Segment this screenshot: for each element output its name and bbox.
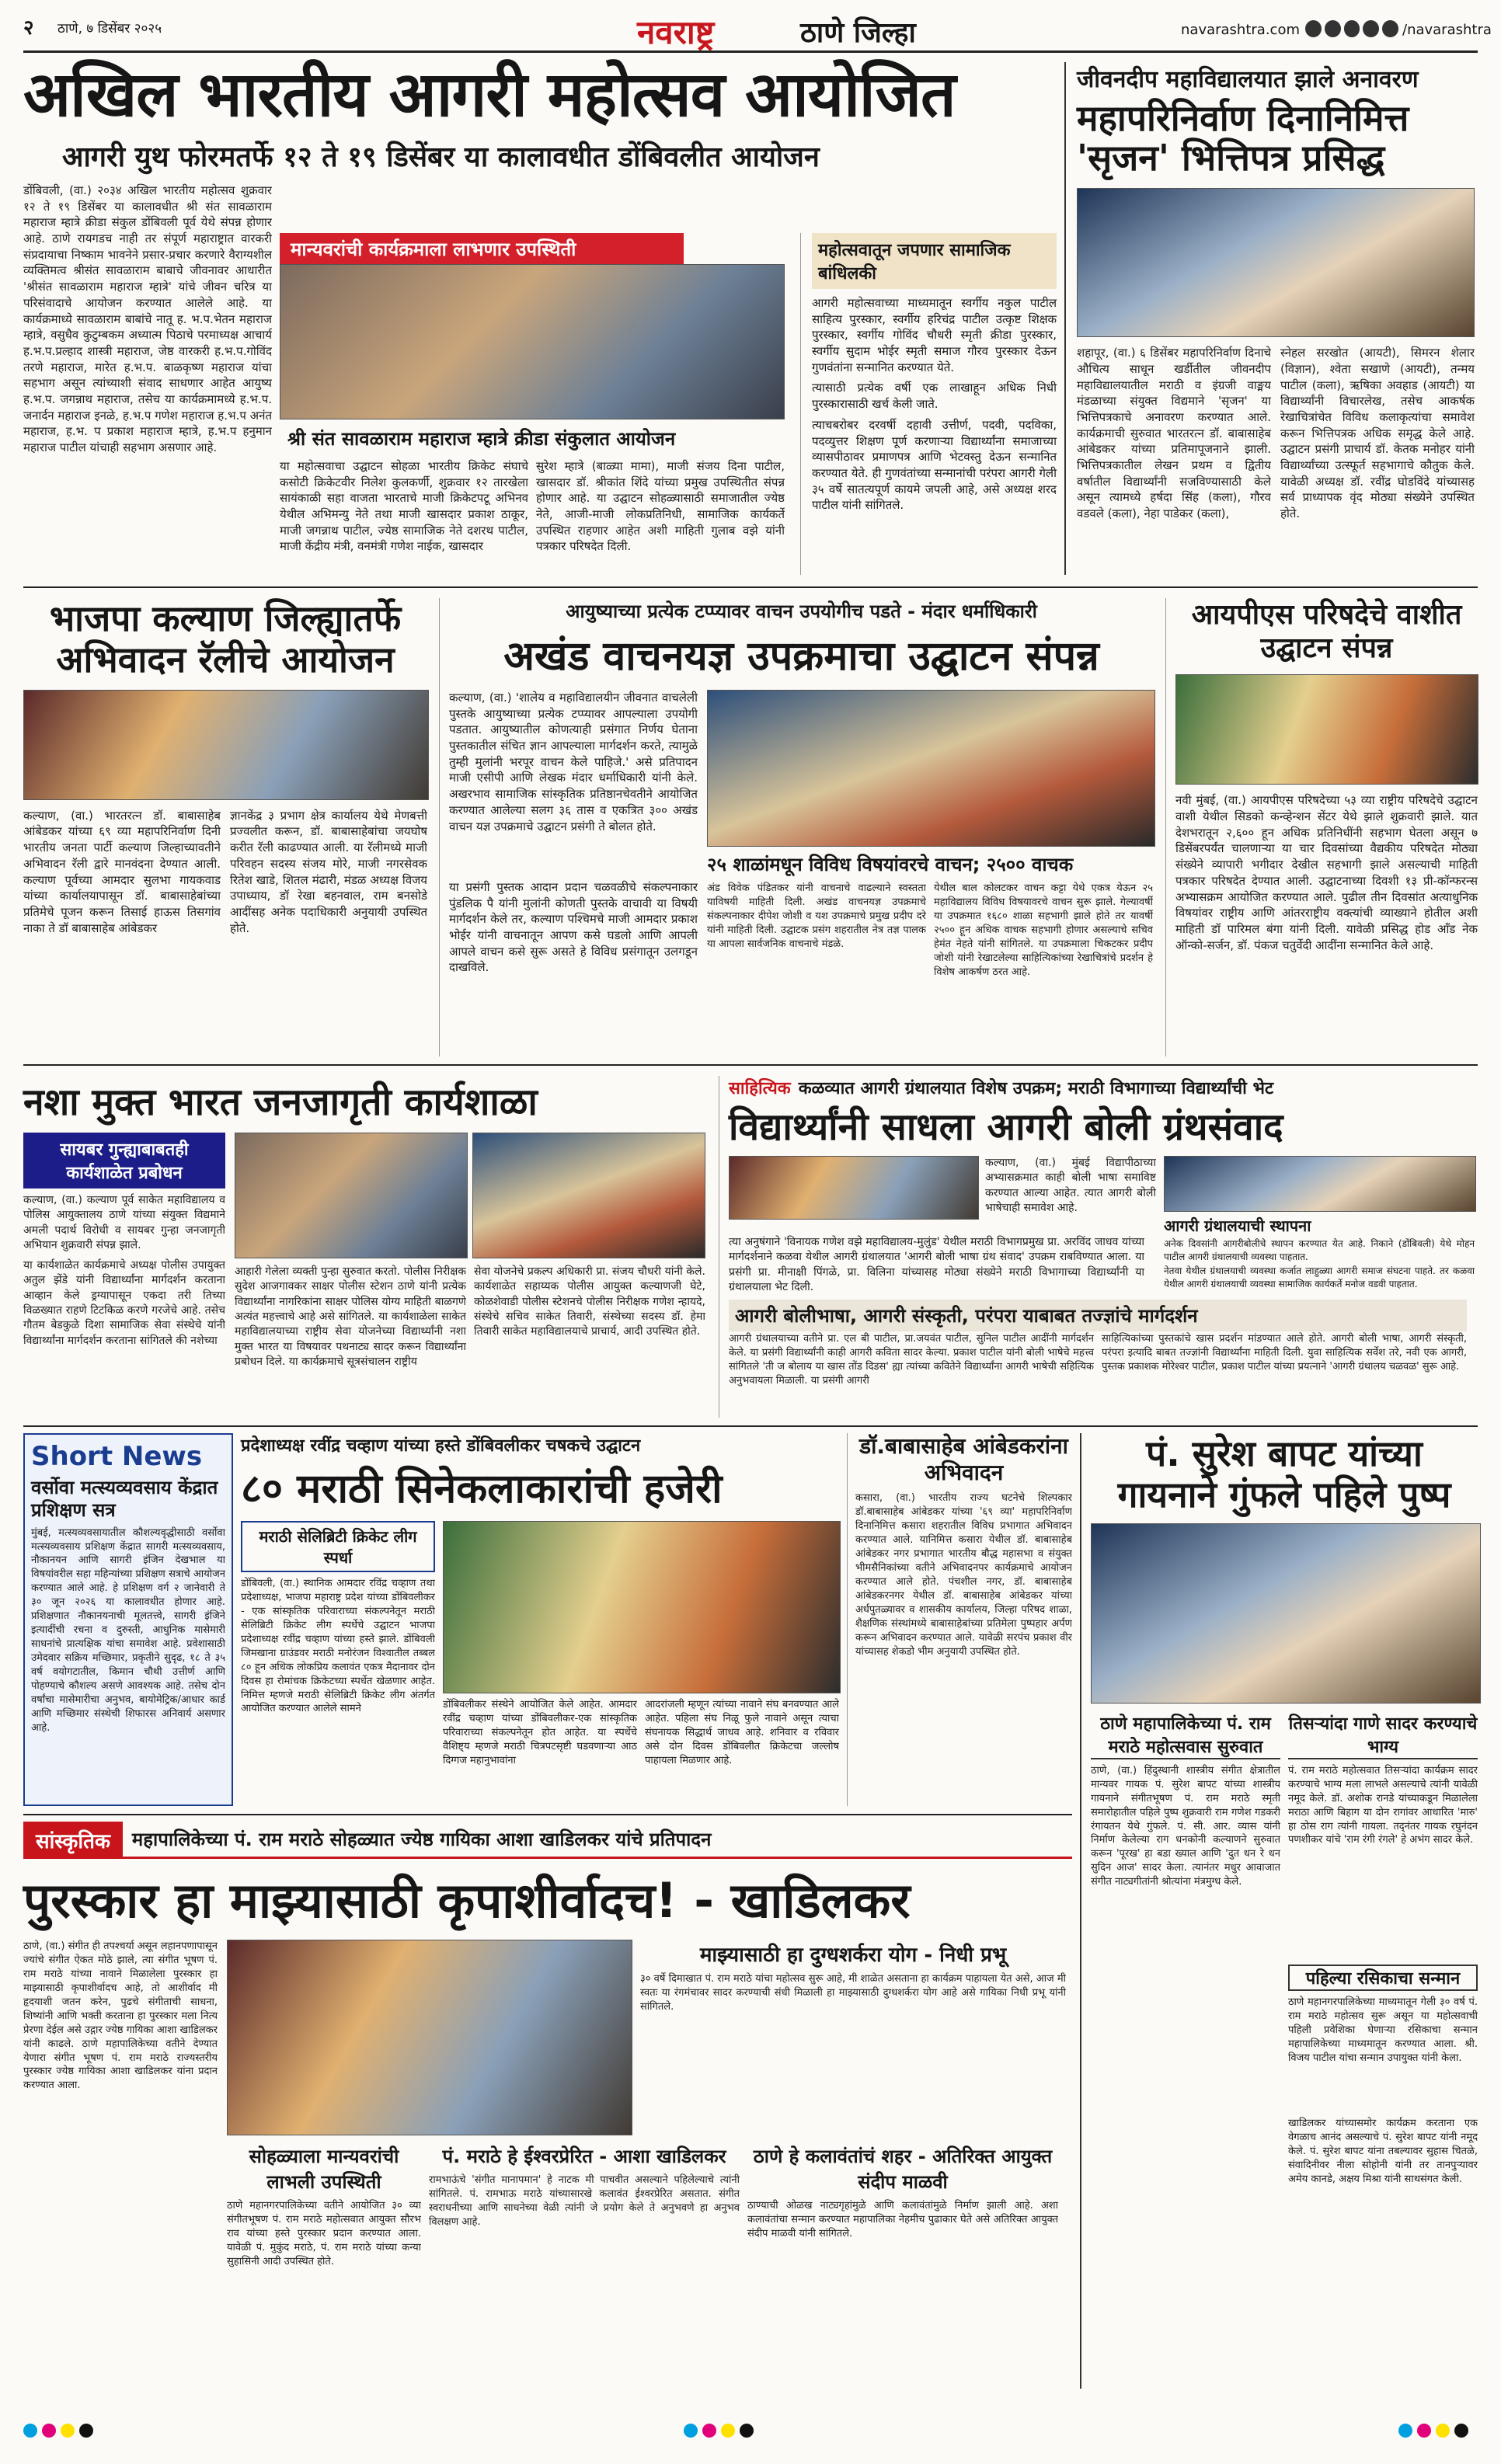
- nasha-body-3: आहारी गेलेला व्यक्ती पुन्हा सुरुवात करतो. पोलीस निरीक्षक सुदेश आजगावकर साक्षर पोलीस स्टेशन ठाणे यांनी प्रत्येक विद्यार्थ्यांना नागरिकांना साक्षर पोलिस योग्य माहिती बाळगणे अत्यंत महत्त्वाचे आहे असे सांगितले. या कार्यशाळेला साकेत महाविद्यालयाच्या राष्ट्रीय सेवा योजनेच्या विद्यार्थ्यांनी नशा मुक्त भारत या विषयावर पथनाट्य सादर करून विद्यार्थ्यांना प्रबोधन दिले. या कार्यक्रमाचे सूत्रसंचालन राष्ट्रीय: [235, 1265, 466, 1368]
- ips-body: नवी मुंबई, (वा.) आयपीएस परिषदेच्या ५३ व्या राष्ट्रीय परिषदेचे उद्घाटन वाशी येथील सिडको कन्व्हेन्शन सेंटर येथे झाले शुक्रवारी झाले. यात देशभरातून २,६०० हून अधिक प्रतिनिधींनी सहभाग घेतला असून ७ डिसेंबरपर्यंत चालणाऱ्या या चार दिवसांच्या वैद्यकीय परिषदेत मोठ्या संख्येने व्यापारी भगीदार देखील सहभागी झाले असल्याची माहिती पत्रकार परिषदेत देण्यात आली. उद्घाटनाच्या दिवशी १३ प्री-कॉन्फरन्स अभ्यासक्रम आयोजित करण्यात आले. पुढील तीन दिवसांत अत्याधुनिक विषयांवर राष्ट्रीय आणि आंतरराष्ट्रीय वक्त्यांची व्याख्याने होतील अशी माहिती डॉ पारिमल बंगा यांनी दिली. यावेळी प्रसिद्ध होड आँड नेक ऑन्को-सर्जन, डॉ. पंकज चतुर्वेदी आदींना सन्मानित केले आहे.: [1175, 793, 1478, 952]
- vachan-body-2: या प्रसंगी पुस्तक आदान प्रदान चळवळीचे संकल्पनाकार पुंडलिक पै यांनी मुलांनी कोणती पुस्तके वाचावी या विषयी मार्गदर्शन केले तर, कल्याण पश्चिमचे माजी आमदार प्रकाश भोईर यांनी वाचनातून आपण कसे घडलो आणि आपली आपले वाचन कसे सुरू असते हे विविध प्रसंगातून उलगडून दाखविले.: [449, 880, 698, 975]
- section-divider: [23, 1064, 1478, 1066]
- nasha-photo-2: [472, 1133, 705, 1258]
- nasha-headline: नशा मुक्त भारत जनजागृती कार्यशाळा: [23, 1081, 538, 1124]
- vachan-story: [439, 598, 1154, 1056]
- khadilkar-body-3: रामभाऊंचे 'संगीत मानापमान' हे नाटक मी पाचवीत असल्याने पहिलेल्याचे त्यांनी सांगितले. पं. रामभाऊ मराठे यांच्यासारखे कलावंत ईश्वरप्रेरित असतात. संगीत स्वराधनीच्या आणि साधनेच्या वेळी त्यांनी जे प्रयोग केले ते अनुभवणे हा अनुभव विलक्षण आहे.: [429, 2174, 740, 2228]
- sujan-story: [1064, 62, 1476, 575]
- cricket-body-1: डोंबिवली, (वा.) स्थानिक आमदार रविंद्र चव्हाण तथा प्रदेशाध्यक्ष, भाजपा महाराष्ट्र प्रदेश यांच्या डोंबिवलीकर - एक सांस्कृतिक परिवाराच्या संकल्पनेतून मराठी सेलिब्रिटी क्रिकेट लीग स्पर्धेचे उद्घाटन भाजपा प्रदेशाध्यक्ष रवींद्र चव्हाण यांच्या हस्ते झाले. डोंबिवली जिमखाना ग्राउंडवर मराठी मनोरंजन विश्वातील तब्बल ८० हून अधिक लोकप्रिय कलावंत एकत्र मैदानावर दोन दिवस हा रोमांचक क्रिकेटच्या स्पर्धेत खेळणार आहेत. निमित्त म्हणजे मराठी सेलिब्रिटी क्रिकेट लीग अंतर्गत आयोजित करण्यात आलेले सामने: [241, 1578, 435, 1715]
- agri-body-1: डोंबिवली, (वा.) २०३४ अखिल भारतीय महोत्सव शुक्रवार १२ ते १९ डिसेंबर या कालावधीत श्री संत सावळाराम महाराज म्हात्रे क्रीडा संकुल डोंबिवली पूर्व येथे संपन्न होणार आहे. ठाणे रायगडच नाही तर संपूर्ण महाराष्ट्रात वारकरी संप्रदायाचा निष्काम भावनेने प्रसार-प्रचार करणारे वैराग्यशील व्यक्तिमत्व श्रीसंत सावळाराम बाबाचे जीवनावर आधारीत 'श्रीसंत सावळाराम महाराज म्हात्रे' यांचे जीवन चरित्र या परिसंवादाचे आयोजन करण्यात आलेले आहे. या कार्यक्रमाध्ये सावळाराम बाबांचे नातू ह. भ.प.भेतन महाराज म्हात्रे, वसुधैव कुटुम्बकम अध्यात्म पिठाचे परमाध्यक्ष आचार्य ह.भ.प.प्रल्हाद शास्त्री महाराज, जेष्ठ वारकरी ह.भ.प.गोविंद तरणे महाराज, मारेत ह.भ.प. बाळकृष्ण महाराज यांचा सहभाग असून त्यांच्याशी संवाद साधणार आहेत आयुष्य ह.भ.प. जगन्नाथ महाराज, तसेच या कार्यक्रमामध्ये ह.भ.प. जनार्दन महाराज इनळे, ह.भ.प गणेश महाराज ह.भ.प अनंत महाराज, ह.भ. प प्रकाश महाराज म्हात्रे, ह.भ.प हनुमान महाराज पाटील यांचाही सहभाग असणार आहे.: [23, 183, 272, 454]
- bapat-body-3: ठाणे महानगरपालिकेच्या माध्यमातून गेली ३० वर्ष पं. राम मराठे महोत्सव सुरू असून या महोत्सवाची पहिली प्रवेशिका घेणाऱ्या रसिकाचा सन्मान महापालिकेच्या माध्यमातून करण्यात आला. श्री. विजय पाटील यांचा सन्मान उपायुक्त यांनी केला.: [1288, 1996, 1478, 2064]
- khadilkar-sub-3: ठाणे हे कलावंतांचं शहर - अतिरिक्त आयुक्त संदीप माळवी: [753, 2146, 1053, 2193]
- cricket-photo: [443, 1521, 841, 1693]
- agri-boli-guide-heading: आगरी बोलीभाषा, आगरी संस्कृती, परंपरा याबाबत तज्ज्ञांचे मार्गदर्शन: [729, 1300, 1467, 1331]
- agri-subhead: आगरी युथ फोरमतर्फे १२ ते १९ डिसेंबर या कालावधीत डोंबिवलीत आयोजन: [62, 141, 820, 173]
- bapat-body-1: ठाणे, (वा.) हिंदुस्थानी शास्त्रीय संगीत क्षेत्रातील मान्यवर गायक पं. सुरेश बापट यांच्या शास्त्रीय गायनाने संगीतभूषण पं. राम मराठे स्मृती समारोहातील पहिले पुष्प शुक्रवारी राम गणेश गडकरी रंगायतन येथे गुंफले. पं. सी. आर. व्यास यांनी निर्माण केलेल्या राग धनकोनी कल्याणने सुरुवात करून 'पूरख' हा बडा ख्याल आणि 'दुत धन रे धन सुदिन आज' सादर केला. त्यानंतर मधुर आवाजात संगीत नाट्यगीतांनी श्रोत्यांना मंत्रमुग्ध केले.: [1091, 1764, 1280, 1888]
- sujan-headline: महापरिनिर्वाण दिनानिमित्त 'सृजन' भित्तिपत्र प्रसिद्ध: [1077, 97, 1409, 179]
- bjp-body-1: कल्याण, (वा.) भारतरत्न डॉ. बाबासाहेब आंबेडकर यांच्या ६९ व्या महापरिनिर्वाण दिनी भारतीय जनता पार्टी कल्याण जिल्हाच्यावतीने अभिवादन रॅली द्वारे मानवंदना देण्यात आली. कल्याण पूर्वच्या आमदार सुलभा गायकवाड यांच्या कार्यालयापासून डॉ. बाबासाहेबांच्या प्रतिमेचे पूजन करून तिसाई हाऊस तिसगांव नाका ते डॉ बाबासाहेब आंबेडकर: [23, 808, 221, 935]
- section-divider: [23, 1425, 1478, 1427]
- facebook-icon[interactable]: [1305, 20, 1322, 37]
- bjp-photo: [23, 690, 429, 800]
- short-news-headline: वर्सोवा मत्स्यव्यवसाय केंद्रात प्रशिक्षण सत्र: [31, 1477, 218, 1521]
- section-divider: [23, 586, 1478, 588]
- nasha-body-1: कल्याण, (वा.) कल्याण पूर्व साकेत महाविद्यालय व पोलिस आयुक्तालय ठाणे यांच्या संयुक्त विद्यमाने अमली पदार्थ विरोधी व सायबर गुन्हा जनजागृती अभियान शुक्रवारी संपन्न झाले.: [23, 1194, 225, 1251]
- nasha-story: [23, 1076, 707, 1418]
- agri-boli-body-2: त्या अनुषंगाने 'विनायक गणेश वझे महाविद्यालय-मुलुंड' येथील मराठी विभागप्रमुख प्रा. अरविंद जाधव यांच्या मार्गदर्शनाने कळवा येथील आगरी ग्रंथालयात 'आगरी बोली भाषा ग्रंथ संवाद' उपक्रम राबविण्यात आला. या प्रसंगी प्रा. मीनाक्षी पिंगळे, प्रा. विलिना यांच्यासह मोठ्या संख्येने मराठी विभागाच्या विद्यार्थ्यांनी या ग्रंथालयाला भेट दिली.: [729, 1236, 1144, 1293]
- page-date: ठाणे, ७ डिसेंबर २०२५: [57, 21, 162, 37]
- agri-boli-body-3: आगरी ग्रंथालयाच्या वतीने प्रा. एल बी पाटील, प्रा.जयवंत पाटील, सुनिल पाटील आदींनी मार्गदर्शन केले. या प्रसंगी विद्यार्थ्यांनी काही आगरी कविता सादर केल्या. प्रकाश पाटील यांनी बोली भाषेचे महत्त्व सांगितले 'ती ज बोलाय या खास तोंड दिडस' ह्या त्यांच्या कवितेने विद्यार्थ्यांना आगरी भाषेची सहित्यिक अनुभवायला मिळाली. या प्रसंगी आगरी: [729, 1333, 1094, 1387]
- section-label-sanskrutik: सांस्कृतिक: [23, 1822, 123, 1859]
- agri-boli-story: [719, 1076, 1478, 1418]
- cricket-story: [241, 1433, 839, 1806]
- bapat-body-2: पं. राम मराठे महोत्सवात तिसऱ्यांदा कार्यक्रम सादर करण्याचे भाग्य मला लाभले असल्याचे त्यांनी यावेळी नमूद केले. डॉ. अशोक रानडे यांच्याकडून मिळालेला मराठा आणि बिहाग या दोन रागांवर आधारित 'मारु' हा ठोस राग त्यांनी गायला. तद्नंतर गायक रघुनंदन पणशीकर यांचे 'राम रंगी रंगले' हे अभंग सादर केले.: [1288, 1764, 1478, 1846]
- cricket-box-label: मराठी सेलिब्रिटी क्रिकेट लीग स्पर्धा: [241, 1521, 435, 1572]
- linkedin-icon[interactable]: [1382, 20, 1398, 37]
- ips-photo: [1175, 674, 1478, 785]
- page-number: २: [23, 16, 34, 40]
- khadilkar-kicker: महापालिकेच्या पं. राम मराठे सोहळ्यात ज्येष्ठ गायिका आशा खाडिलकर यांचे प्रतिपादन: [123, 1822, 1072, 1859]
- x-icon[interactable]: [1344, 20, 1360, 37]
- edition-name: ठाणे जिल्हा: [800, 17, 916, 49]
- site-link[interactable]: navarashtra.com: [1181, 22, 1300, 38]
- bapat-story: [1080, 1433, 1478, 2389]
- short-news-logo: Short News: [31, 1441, 203, 1472]
- agri-body-3: सुरेश म्हात्रे (बाळ्या मामा), माजी संजय दिना पाटील, खासदार डॉ. श्रीकांत शिंदे यांच्या प्रमुख उपस्थितीत संपन्न होणार आहे. या उद्घाटन सोहळ्यासाठी समाजातील ज्येष्ठ नेते, आजी-माजी लोकप्रतिनिधी, सामाजिक कार्यकर्ते उपस्थित राहणार आहेत अशी माहिती गुलाब वझे यांनी पत्रकार परिषदेत दिली.: [536, 459, 785, 554]
- vachan-kicker: आयुष्याच्या प्रत्येक टप्प्यावर वाचन उपयोगीच पडते - मंदार धर्माधिकारी: [566, 600, 1037, 622]
- khadilkar-story: [23, 1822, 1072, 2389]
- cricket-kicker: प्रदेशाध्यक्ष रवींद्र चव्हाण यांच्या हस्ते डोंबिवलीकर चषकचे उद्घाटन: [241, 1436, 641, 1456]
- bjp-story: [23, 598, 427, 1056]
- bapat-photo: [1091, 1523, 1481, 1704]
- bapat-sub-1: ठाणे महापालिकेच्या पं. राम मराठे महोत्सवास सुरुवात: [1091, 1711, 1280, 1759]
- ambedkar-headline: डॉ.बाबासाहेब आंबेडकरांना अभिवादन: [859, 1433, 1068, 1485]
- agri-sidebar-heading: महोत्सवातून जपणार सामाजिक बांधिलकी: [812, 233, 1057, 289]
- short-news-box: [23, 1433, 233, 1806]
- agri-boli-body-1: कल्याण, (वा.) मुंबई विद्यापीठाच्या अभ्यासक्रमात काही बोली भाषा समाविष्ट करण्यात आल्या आहेत. त्यात आगरी बोली भाषेचाही समावेश आहे.: [985, 1157, 1156, 1214]
- vachan-headline: अखंड वाचनयज्ञ उपक्रमाचा उद्घाटन संपन्न: [503, 633, 1099, 680]
- khadilkar-body-1: ठाणे, (वा.) संगीत ही तपश्चर्या असून लहानपणापासून ज्यांचे संगीत ऐकत मोठे झाले, त्या संगीत भूषण पं. राम मराठे यांच्या नावाने मिळालेला पुरस्कार हा माझ्यासाठी कृपाशीर्वादच आहे, तो आशीर्वाद मी हृदयाशी जतन करेन, पुढचे संगीताची साधना, शिष्यांनी आणि भक्ती करताना हा पुरस्कार मला नित्य प्रेरणा देईल असे उद्गार ज्येष्ठ गायिका आशा खाडिलकर यांनी काढले. ठाणे महापालिकेच्या वतीने देण्यात येणारा संगीत भूषण पं. राम मराठे राज्यस्तरीय पुरस्कार ज्येष्ठ गायिका आशा खाडिलकर यांना प्रदान करण्यात आला.: [23, 1940, 218, 2092]
- agri-body-2: या महोत्सवाचा उद्घाटन सोहळा भारतीय क्रिकेट संघाचे कसोटी क्रिकेटवीर निलेश कुलकर्णी, शुक्रवार १२ तारखेला सायंकाळी सहा वाजता भारताचे माजी क्रिकेटपटू अभिनव येथील अभिमन्यु नेते तथा माजी खासदार प्रकाश ठाकूर, माजी जगन्नाथ पाटील, ज्येष्ठ सामाजिक नेते दशरथ पाटील, माजी केंद्रीय मंत्री, वनमंत्री गणेश नाईक, खासदार: [280, 459, 528, 554]
- bjp-body-2: ज्ञानकेंद्र ३ प्रभाग क्षेत्र कार्यालय येथे मेणबत्ती प्रज्वलीत करून, डॉ. बाबासाहेबांचा जयघोष करीत रॅली काढण्यात आली. या रॅलीमध्ये माजी परिवहन सदस्य संजय मोरे, माजी नगरसेवक रितेश खाडे, शितल मंढारी, मंडळ अध्यक्ष विजय उपाध्याय, डॉ रेखा बहनवाल, राम बनसोडे आदींसह अनेक पदाधिकारी अनुयायी उपस्थित होते.: [230, 808, 427, 935]
- agri-boli-body-4: साहित्यिकांच्या पुस्तकांचे खास प्रदर्शन मांडण्यात आले होते. आगरी बोली भाषा, आगरी संस्कृती, परंपरा इत्यादि बाबत तज्ज्ञांनी विद्यार्थ्यांना माहिती दिली. युवा साहित्यिक सर्वेश तरे, नवी एक आगरी, पुस्तक प्रकाशक मोरेश्वर पाटील, प्रकाश पाटील यांच्या प्रयत्नाने 'आगरी ग्रंथालय चळवळ' सुरू आहे.: [1102, 1333, 1467, 1373]
- khadilkar-body-4: ३० वर्षे दिमाखात पं. राम मराठे यांचा महोत्सव सुरू आहे, मी शाळेत असताना हा कार्यक्रम पाहायला येत असे, आज मी स्वतः या रंगमंचावर सादर करण्याची संधी मिळाली हा माझ्यासाठी दुग्धशर्करा योग आहे असे गायिका निधी प्रभू यांनी सांगितले.: [640, 1973, 1066, 2013]
- registration-marks-left: [23, 2424, 93, 2438]
- khadilkar-photo-caption: सोहळ्याला मान्यवरांची लाभली उपस्थिती: [249, 2146, 399, 2193]
- agri-event-photo: [280, 264, 785, 419]
- agri-boli-side-heading: आगरी ग्रंथालयाची स्थापना: [1164, 1216, 1311, 1235]
- agri-sidebar: [800, 233, 1057, 575]
- bapat-headline: पं. सुरेश बापट यांच्या गायनाने गुंफले पहिले पुष्प: [1117, 1432, 1451, 1516]
- section-divider: [23, 1814, 1072, 1815]
- ambedkar-body: कसारा, (वा.) भारतीय राज्य घटनेचे शिल्पकार डॉ.बाबासाहेब आंबेडकर यांच्या '६९ व्या' महापरिनिर्वाण दिनानिमित्त कसारा शहरातील विविध प्रभागात अभिवादन करण्यात आले. यानिमित्त कसारा येथील डॉ. बाबासाहेब आंबेडकर नगर प्रभागात भारतीय बौद्ध महासभा व संयुक्त भीमसैनिकांच्या वतीने अभिवादनपर कार्यक्रमाचे आयोजन करण्यात आले होते. पंचशील नगर, डॉ. बाबासाहेब आंबेडकरनगर येथील डॉ. बाबासाहेब आंबेडकर यांच्या अर्धपुतळ्यावर व शासकीय कार्यालय, जिल्हा परिषद शाळा, शैक्षणिक संस्थांमध्ये बाबासाहेबांच्या प्रतिमेला पुष्पहार अर्पण करून अभिवादन करण्यात आले. यावेळी सरपंच प्रकाश वीर यांच्यासह शेकडो भीम अनुयायी उपस्थित होते.: [855, 1492, 1072, 1658]
- instagram-icon[interactable]: [1325, 20, 1341, 37]
- khadilkar-sub-1: पं. मराठे हे ईश्वरप्रेरित - आशा खाडिलकर: [442, 2146, 726, 2167]
- cricket-headline: ८० मराठी सिनेकलाकारांची हजेरी: [241, 1466, 723, 1512]
- bapat-body-4: खाडिलकर यांच्यासमोर कार्यक्रम करताना एक वेगळाच आनंद असल्याचे पं. सुरेश बापट यांनी नमूद केले. पं. सुरेश बापट यांना तबल्यावर सुहास चितळे, संवादिनीवर नीला सोहोनी यांनी तर तानपुऱ्यावर अमेय कानडे, अक्षय मिश्रा यांनी साथसंगत केली.: [1288, 2117, 1478, 2185]
- sujan-body-2: स्नेहल सरखोत (आयटी), सिमरन शेलार (विज्ञान), श्वेता सखाणे (आयटी), तन्मय पाटील (कला), ऋषिका अवहाड (आयटी) या विद्यार्थ्यांनी विचारलेख, तसेच आकर्षक रेखाचित्रांचेत विविध कलाकृत्यांचा समावेश करून भित्तिपत्रक अधिक समृद्ध केले आहे. उद्घाटन प्रसंगी प्राचार्य डॉ. केतक मनोहर यांनी विद्यार्थ्यांच्या उत्स्फूर्त सहभागाचे कौतुक केले. यावेळी अध्यक्ष डॉ. रवींद्र घोडविंदे यांच्यासह सर्व प्राध्यापक वृंद मोठ्या संख्येने उपस्थित होते.: [1280, 346, 1475, 521]
- sujan-kicker: जीवनदीप महाविद्यालयात झाले अनावरण: [1077, 66, 1419, 93]
- social-icons: [1305, 17, 1398, 40]
- agri-boli-photo-large: [1164, 1156, 1476, 1212]
- nasha-body-4: सेवा योजनेचे प्रकल्प अधिकारी प्रा. संजय चौधरी यांनी केले. कार्यशाळेत सहाय्यक पोलीस आयुक्त कल्याणजी घेटे, कोळशेवाडी पोलीस स्टेशनचे पोलीस निरीक्षक गणेश न्हायदे, संस्थेचे सचिव साकेत तिवारी, संस्थेच्या सदस्य डॉ. हेमा तिवारी साकेत महाविद्यालयाचे प्राचार्य, आदी उपस्थित होते.: [474, 1265, 705, 1338]
- youtube-icon[interactable]: [1363, 20, 1379, 37]
- bapat-sub-3: पहिल्या रसिकाचा सन्मान: [1288, 1965, 1478, 1991]
- vachan-caption: २५ शाळांमधून विविध विषयांवरचे वाचन; २५०० वाचक: [707, 854, 1074, 875]
- agri-boli-headline: विद्यार्थ्यांनी साधला आगरी बोली ग्रंथसंवाद: [729, 1105, 1283, 1149]
- registration-marks-right: [1398, 2424, 1468, 2438]
- vachan-photo: [707, 690, 1155, 847]
- bjp-headline: भाजपा कल्याण जिल्ह्यातर्फे अभिवादन रॅलीचे आयोजन: [49, 597, 402, 680]
- khadilkar-body-5: ठाण्याची ओळख नाट्यगृहांमुळे आणि कलावंतांमुळे निर्माण झाली आहे. अशा कलावंतांचा सन्मान करण्यात महापालिका नेहमीच पुढाकार घेते असे अतिरिक्त आयुक्त संदीप माळवी यांनी सांगितले.: [747, 2200, 1058, 2240]
- nasha-photo-1: [235, 1133, 468, 1258]
- vachan-body-4: येथील बाल कोलटकर वाचन कट्टा येथे एकत्र येऊन २५ महाविद्यालय विविध विषयावरचे वाचन सुरू झाले. गेल्यावर्षी या उपक्रमात १६८० शाळा सहभागी झाले होते तर यावर्षी २५०० हून अधिक वाचक सहभागी होणार असल्याचे सचिव हेमंत नेहते यांनी सांगितले. या उपक्रमाला चिकटकर प्रदीप जोशी यांनी रेखाटलेल्या साहित्यिकांच्या रेखाचित्रांचे प्रदर्शन हे विशेष आकर्षण ठरत आहे.: [934, 882, 1153, 978]
- bapat-sub-2: तिसऱ्यांदा गाणे सादर करण्याचे भाग्य: [1288, 1711, 1478, 1759]
- agri-boli-kicker: कळव्यात आगरी ग्रंथालयात विशेष उपक्रम; मराठी विभागाच्या विद्यार्थ्यांची भेट: [798, 1079, 1274, 1098]
- agri-boli-photo-small: [729, 1156, 979, 1220]
- agri-sidebar-bullet: त्यासाठी प्रत्येक वर्षी एक लाखाहून अधिक निधी पुरस्कारासाठी खर्च केली जाते.: [812, 381, 1057, 412]
- sujan-body-1: शहापूर, (वा.) ६ डिसेंबर महापरिनिर्वाण दिनाचे औचित्य साधून खर्डीतील जीवनदीप महाविद्यालयातील मराठी व इंग्रजी वाङ्मय मंडळाच्या संयुक्त विद्यमाने 'सृजन' या भित्तिपत्रकाचे अनावरण करण्यात आले. कार्यक्रमाची सुरुवात भारतरत्न डॉ. बाबासाहेब आंबेडकर यांच्या प्रतिमापूजनाने झाली. भित्तिपत्रकातील लेखन प्रथम व द्वितीय वर्षातील विद्यार्थ्यांनी सजविण्यासाठी केले असून त्यामध्ये हर्षदा सिंह (कला), गौरव वडवले (कला), नेहा पाडेकर (कला),: [1077, 346, 1271, 521]
- nasha-box-label: सायबर गुन्ह्याबाबतही कार्यशाळेत प्रबोधन: [23, 1133, 225, 1188]
- social-handle: /navarashtra: [1402, 22, 1492, 38]
- masthead-logo[interactable]: नवराष्ट्र: [637, 13, 715, 51]
- agri-headline: अखिल भारतीय आगरी महोत्सव आयोजित: [23, 58, 956, 131]
- nasha-body-2: या कार्यशाळेत कार्यक्रमाचे अध्यक्ष पोलीस उपायुक्त अतुल झेंडे यांनी विद्यार्थ्यांना मार्गदर्शन करताना आव्हान केले ड्रग्यापासून एकदा तरी तिच्या विळख्यात राहणे टिटकिळ करणे गरजेचे आहे. तसेच गौतम बेडकुळे दिशा सामाजिक सेवा संस्थेचे यांनी विद्यार्थ्यांना मार्गदर्शन करताना सांगितले की नशेच्या: [23, 1259, 225, 1347]
- registration-marks-center: [684, 2424, 754, 2438]
- cricket-body-2: डोंबिवलीकर संस्थेने आयोजित केले आहेत. आमदार रवींद्र चव्हाण यांच्या डोंबिवलीकर-एक सांस्कृतिक परिवाराच्या संकल्पनेतून होत आहेत. या स्पर्धेचे वैशिष्ट्य म्हणजे मराठी चित्रपटसृष्टी घडवणाऱ्या आठ दिग्गज महानुभावांना: [443, 1699, 637, 1766]
- agri-sidebar-bullet: त्याचबरोबर दरवर्षी दहावी उत्तीर्ण, पदवी, पदविका, पदव्युत्तर शिक्षण पूर्ण करणाऱ्या विद्यार्थ्यांना समाजाच्या व्यासपीठावर प्रमाणपत्र आणि भेटवस्तु देऊन सन्मानित करण्यात येते. ही गुणवंतांच्या सन्मानांची परंपरा आगरी गेली ३५ वर्षे सातत्यपूर्ण कायमे जपली आहे, असे अध्यक्ष शरद पाटील यांनी सांगितले.: [812, 417, 1057, 513]
- cricket-body-3: आदरांजली म्हणून त्यांच्या नावाने संघ बनवण्यात आले आहेत. पहिला संघ निळू फुले नावाने असून त्याचा संघनायक सिद्धार्थ जाधव आहे. शनिवार व रविवार असे दोन दिवस डोंबिवलीत क्रिकेटचा जल्लोष पाहायला मिळणार आहे.: [645, 1699, 839, 1766]
- agri-boli-side-bullet: नेतवा येथील ग्रंथालयाची व्यवस्था कर्जात लाहुळ्या आगरी समाज संघटना पाहते. तर कळवा येथील आगरी ग्रंथालयाची व्यवस्था सामाजिक कार्यकर्ते मनोज वडवी पाहतात.: [1164, 1265, 1475, 1289]
- agri-photo-label: मान्यवरांची कार्यक्रमाला लाभणार उपस्थिती: [280, 233, 684, 265]
- ips-story: [1165, 598, 1478, 1056]
- khadilkar-sub-2: माझ्यासाठी हा दुग्धशर्करा योग - निधी प्रभू: [699, 1944, 1007, 1967]
- sujan-photo: [1077, 188, 1475, 337]
- khadilkar-photo: [227, 1940, 632, 2135]
- agri-boli-side-bullet: अनेक दिवसांनी आगरीबोलीचे स्थापन करण्यात येत आहे. निकाने (डोंबिवली) येथे मोहन पाटील आगरी ग्रंथालयाची व्यवस्था पाहतात.: [1164, 1238, 1475, 1262]
- ambedkar-story: [847, 1433, 1072, 1806]
- agri-caption: श्री संत सावळाराम महाराज म्हात्रे क्रीडा संकुलात आयोजन: [287, 428, 676, 450]
- khadilkar-body-2: ठाणे महानगरपालिकेच्या वतीने आयोजित ३० व्या संगीतभूषण पं. राम मराठे महोत्सवात आयुक्त सौरभ राव यांच्या हस्ते पुरस्कार प्रदान करण्यात आला. यावेळी पं. मुकुंद मराठे, पं. राम मराठे यांच्या कन्या सुहासिनी आदी उपस्थित होते.: [227, 2200, 421, 2267]
- section-label-sahityik: साहित्यिक: [729, 1079, 791, 1098]
- page-header: [23, 8, 1492, 53]
- khadilkar-headline: पुरस्कार हा माझ्यासाठी कृपाशीर्वादच! - खाडिलकर: [23, 1872, 911, 1929]
- ips-headline: आयपीएस परिषदेचे वाशीत उद्घाटन संपन्न: [1191, 599, 1462, 665]
- vachan-body-1: कल्याण, (वा.) 'शालेय व महाविद्यालयीन जीवनात वाचलेली पुस्तके आयुष्याच्या प्रत्येक टप्प्यावर आपल्याला उपयोगी पडतात. आयुष्यातील कोणत्याही प्रसंगात निर्णय घेताना पुस्तकातील संचित ज्ञान आपल्याला मार्गदर्शन करते, त्यामुळे तुम्ही मुलांनी भरपूर वाचन केले पाहिजे.' असे प्रतिपादन माजी एसीपी आणि लेखक मंदार धर्माधिकारी यांनी केले. अखरभाव सामाजिक सांस्कृतिक प्रतिष्ठानचेवतीने आयोजित करण्यात आलेल्या सलग ३६ तास व एकत्रित ३०० अखंड वाचन यज्ञ उपक्रमाचे उद्घाटन प्रसंगी ते बोलत होते.: [449, 691, 698, 834]
- short-news-body: मुंबई, मत्स्यव्यवसायातील कौशल्यवृद्धीसाठी वर्सोवा मत्स्यव्यवसाय प्रशिक्षण केंद्रात सागरी मत्स्यव्यवसाय, नौकानयन आणि सागरी इंजिन देखभाल या विषयांवरील सहा महिन्यांच्या प्रशिक्षण सत्राचे आयोजन करण्यात आले आहे. हे प्रशिक्षण वर्ग २ जानेवारी ते ३० जून २०२६ या कालावधीत होणार आहे. प्रशिक्षणात नौकानयनाची मूलतत्त्वे, सागरी इंजिने इत्यादींची रचना व दुरुस्ती, आधुनिक मासेमारी साधनांचे प्रात्यक्षिक यांचा समावेश आहे. प्रवेशासाठी उमेदवार सक्रिय मच्छिमार, प्रकृतीने सुदृढ, १८ ते ३५ वर्ष वयोगटातील, किमान चौथी उत्तीर्ण आणि पोहण्याचे कौशल्य असणे आवश्यक आहे. तसेच दोन वर्षांचा मासेमारीचा अनुभव, बायोमेट्रिक/आधार कार्ड आणि मच्छिमार संस्थेची शिफारस अनिवार्य असणार आहे.: [31, 1526, 225, 1734]
- agri-sidebar-bullet: आगरी महोत्सवाच्या माध्यमातून स्वर्गीय नकुल पाटील साहित्य पुरस्कार, स्वर्गीय हरिचंद्र पाटील उत्कृष्ट शिक्षक पुरस्कार, स्वर्गीय गोविंद चौधरी स्मृती क्रीडा पुरस्कार, स्वर्गीय सुदाम भोईर स्मृती समाज गौरव पुरस्कार देऊन गुणवंतांना सन्मानित करण्यात येते.: [812, 296, 1057, 374]
- vachan-body-3: अंड विवेक पंडितकर यांनी वाचनाचे वाढल्याने स्वस्तता याविषयी माहिती दिली. अखंड वाचनयज्ञ उपक्रमाचे संकल्पनाकार दीपेश जोशी व यश उपक्रमाचे प्रमुख प्रदीप दरे यांनी माहिती दिली. उद्घाटक प्रसंग शहरातील नेत्र तज्ञ पालक या आपला सार्वजनिक वाचनाचे मंडळे.: [707, 882, 926, 950]
